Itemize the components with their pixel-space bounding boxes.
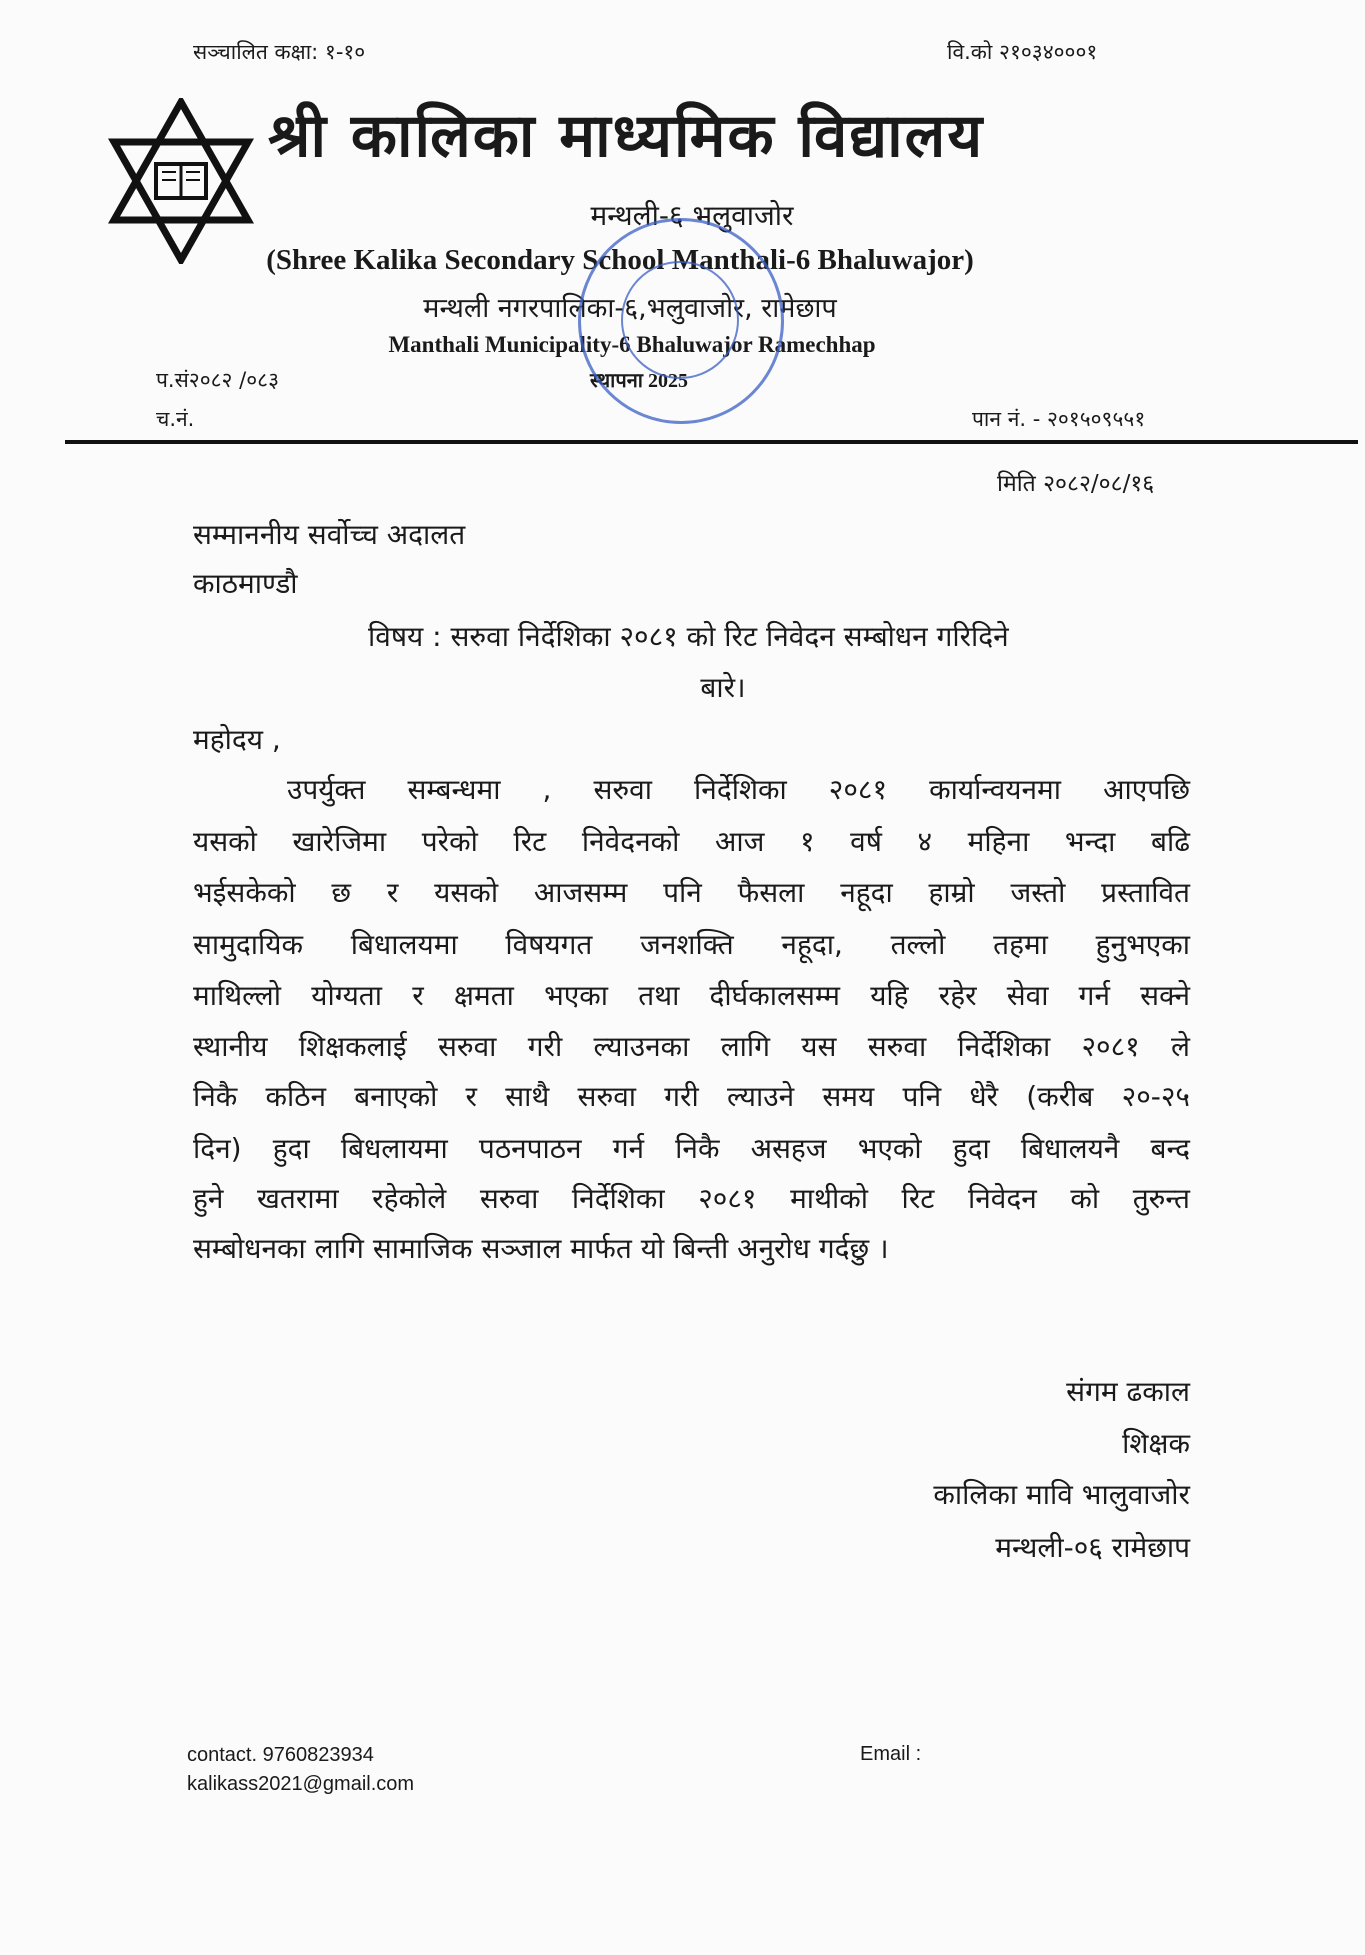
signatory-school: कालिका मावि भालुवाजोर [933,1478,1190,1511]
body-line: भईसकेको छ र यसको आजसम्म पनि फैसला नहूदा हाम्रो जस्तो प्रस्तावित [193,876,1190,909]
recipient-line-2: काठमाण्डौ [193,567,298,600]
school-name-english: (Shree Kalika Secondary School Manthali-6 Bhaluwajor) [266,244,974,276]
address-english: Manthali Municipality-6 Bhaluwajor Ramechhap [388,332,876,357]
established-year: स्थापना 2025 [590,370,688,392]
location-nepali: मन्थली-६ भलुवाजोर [590,199,794,232]
fiscal-year: प.सं२०८२ /०८३ [156,368,279,392]
body-line: उपर्युक्त सम्बन्धमा , सरुवा निर्देशिका २०८१ कार्यान्वयनमा आएपछि [287,773,1190,806]
signatory-name: संगम ढकाल [1066,1375,1190,1408]
body-line: सम्बोधनका लागि सामाजिक सञ्जाल मार्फत यो बिन्ती अनुरोध गर्दछु । [193,1232,889,1265]
salutation: महोदय , [193,723,281,756]
subject-line-2: बारे। [700,671,746,704]
body-line: सामुदायिक बिधालयमा विषयगत जनशक्ति नहूदा, तल्लो तहमा हुनुभएका [193,928,1190,961]
address-nepali: मन्थली नगरपालिका-६,भलुवाजोर, रामेछाप [423,293,837,324]
body-line: दिन) हुदा बिधलायमा पठनपाठन गर्न निकै असहज भएको हुदा बिधालयनै बन्द [193,1132,1190,1165]
body-line: यसको खारेजिमा परेको रिट निवेदनको आज १ वर्ष ४ महिना भन्दा बढि [193,825,1190,858]
dispatch-number: च.नं. [156,407,195,431]
signatory-address: मन्थली-०६ रामेछाप [995,1531,1190,1564]
body-line: माथिल्लो योग्यता र क्षमता भएका तथा दीर्घकालसम्म यहि रहेर सेवा गर्न सक्ने [193,979,1190,1012]
school-code: वि.को २१०३४०००१ [947,40,1098,64]
school-logo-icon [108,98,254,264]
school-stamp [578,218,784,424]
school-name-nepali: श्री कालिका माध्यमिक विद्यालय [268,101,985,171]
letter-date: मिति २०८२/०८/१६ [997,471,1155,497]
body-line: स्थानीय शिक्षकलाई सरुवा गरी ल्याउनका लागि यस सरुवा निर्देशिका २०८१ ले [193,1030,1190,1063]
body-line: निकै कठिन बनाएको र साथै सरुवा गरी ल्याउने समय पनि धेरै (करीब २०-२५ [193,1080,1190,1113]
subject-line-1: विषय : सरुवा निर्देशिका २०८१ को रिट निवेदन सम्बोधन गरिदिने [368,620,1009,653]
recipient-line-1: सम्माननीय सर्वोच्च अदालत [193,518,466,551]
pan-number: पान नं. - २०१५०९५५१ [972,407,1146,431]
header-divider [65,440,1358,444]
contact-email[interactable]: kalikass2021@gmail.com [187,1773,415,1795]
email-label: Email : [860,1743,922,1765]
classes-run: सञ्चालित कक्षा: १-१० [193,40,366,64]
body-line: हुने खतरामा रहेकोले सरुवा निर्देशिका २०८१ माथीको रिट निवेदन को तुरुन्त [193,1182,1190,1215]
contact-phone: contact. 9760823934 [187,1744,374,1766]
signatory-title: शिक्षक [1122,1427,1190,1460]
